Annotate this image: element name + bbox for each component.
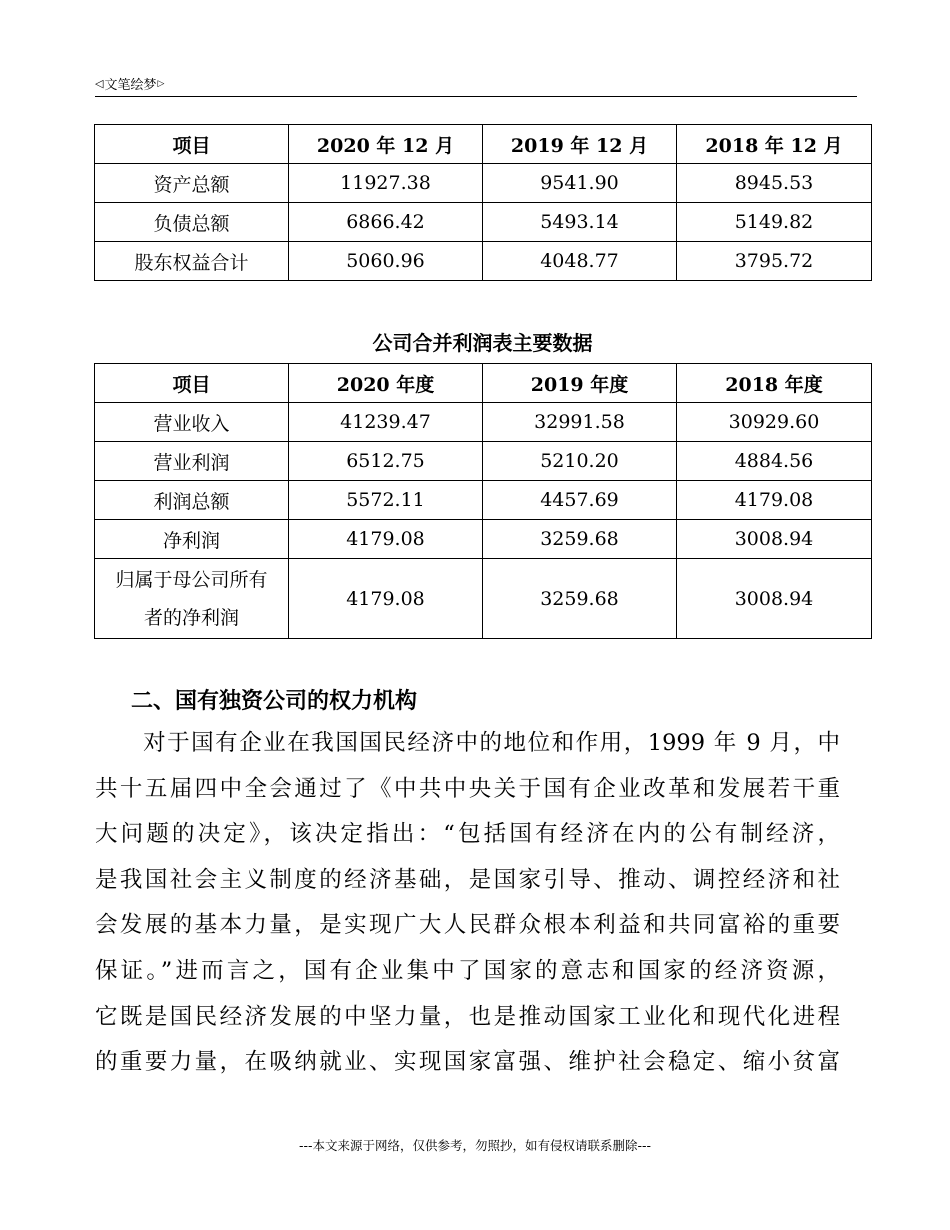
income-table-caption: 公司合并利润表主要数据 [372,331,593,355]
table-cell: 6512.75 [289,442,483,481]
table-cell: 净利润 [95,520,289,559]
paragraph-line: 大问题的决定》，该决定指出：“包括国有经济在内的公有制经济， [95,821,840,848]
table-cell: 3795.72 [677,242,872,281]
paragraph-line: 是我国社会主义制度的经济基础，是国家引导、推动、调控经济和社 [95,866,840,893]
table-cell: 41239.47 [289,403,483,442]
paragraph-line: 共十五届四中全会通过了《中共中央关于国有企业改革和发展若干重 [95,775,840,802]
balance-sheet-table [94,124,872,281]
table-cell: 11927.38 [289,164,483,203]
table-row [95,559,872,639]
paragraph-line: 的重要力量，在吸纳就业、实现国家富强、维护社会稳定、缩小贫富 [95,1049,840,1076]
table-header-cell: 项目 [95,125,289,164]
table-header-cell: 2019 年 12 月 [483,125,677,164]
table-cell: 5060.96 [289,242,483,281]
table-cell: 营业收入 [95,403,289,442]
table-cell: 3259.68 [483,520,677,559]
table-header-cell: 项目 [95,364,289,403]
table-header-cell: 2020 年 12 月 [289,125,483,164]
table-row [95,442,872,481]
table-cell: 32991.58 [483,403,677,442]
section-heading: 二、国有独资公司的权力机构 [131,688,418,714]
table-cell: 5210.20 [483,442,677,481]
table-cell: 负债总额 [95,203,289,242]
header-logo [95,74,164,93]
paragraph-line: 会发展的基本力量，是实现广大人民群众根本利益和共同富裕的重要 [95,912,840,939]
table-cell: 4179.08 [289,559,483,639]
income-statement-table [94,363,872,639]
page-footer: ---本文来源于网络，仅供参考，勿照抄，如有侵权请联系删除--- [298,1138,652,1153]
table-row [95,242,872,281]
table-header-cell: 2018 年度 [677,364,872,403]
table-row [95,520,872,559]
table-cell: 股东权益合计 [95,242,289,281]
paragraph-line: 对于国有企业在我国国民经济中的地位和作用，1999 年 9 月，中 [95,730,840,756]
table-cell: 4048.77 [483,242,677,281]
table-cell: 4457.69 [483,481,677,520]
table-cell: 4179.08 [677,481,872,520]
table-cell: 5149.82 [677,203,872,242]
table-header-cell: 2019 年度 [483,364,677,403]
table-cell: 营业利润 [95,442,289,481]
table-header-row [95,364,872,403]
table-row [95,203,872,242]
table-header-cell: 2020 年度 [289,364,483,403]
table-cell-line: 者的净利润 [143,606,239,629]
table-cell: 利润总额 [95,481,289,520]
table-cell: 4179.08 [289,520,483,559]
table-cell: 6866.42 [289,203,483,242]
table-cell: 4884.56 [677,442,872,481]
table-cell: 资产总额 [95,164,289,203]
table-row [95,481,872,520]
table-header-row [95,125,872,164]
table-cell-multiline [95,559,289,639]
table-cell: 3008.94 [677,520,872,559]
table-cell: 5572.11 [289,481,483,520]
table-cell: 9541.90 [483,164,677,203]
table-cell: 3008.94 [677,559,872,639]
right-triangle-icon: ▷ [157,78,165,89]
table-cell: 8945.53 [677,164,872,203]
table-row [95,164,872,203]
table-cell-line: 归属于母公司所有 [115,568,268,591]
left-triangle-icon: ◁ [95,77,104,90]
page-header [95,70,857,97]
body-paragraph [95,721,840,1086]
table-header-cell: 2018 年 12 月 [677,125,872,164]
table-row [95,403,872,442]
header-logo-text: 文笔绘梦 [104,78,157,93]
paragraph-line: 保证。”进而言之，国有企业集中了国家的意志和国家的经济资源， [95,957,840,984]
paragraph-line: 它既是国民经济发展的中坚力量，也是推动国家工业化和现代化进程 [95,1003,840,1030]
table-cell: 30929.60 [677,403,872,442]
table-cell: 3259.68 [483,559,677,639]
table-cell: 5493.14 [483,203,677,242]
